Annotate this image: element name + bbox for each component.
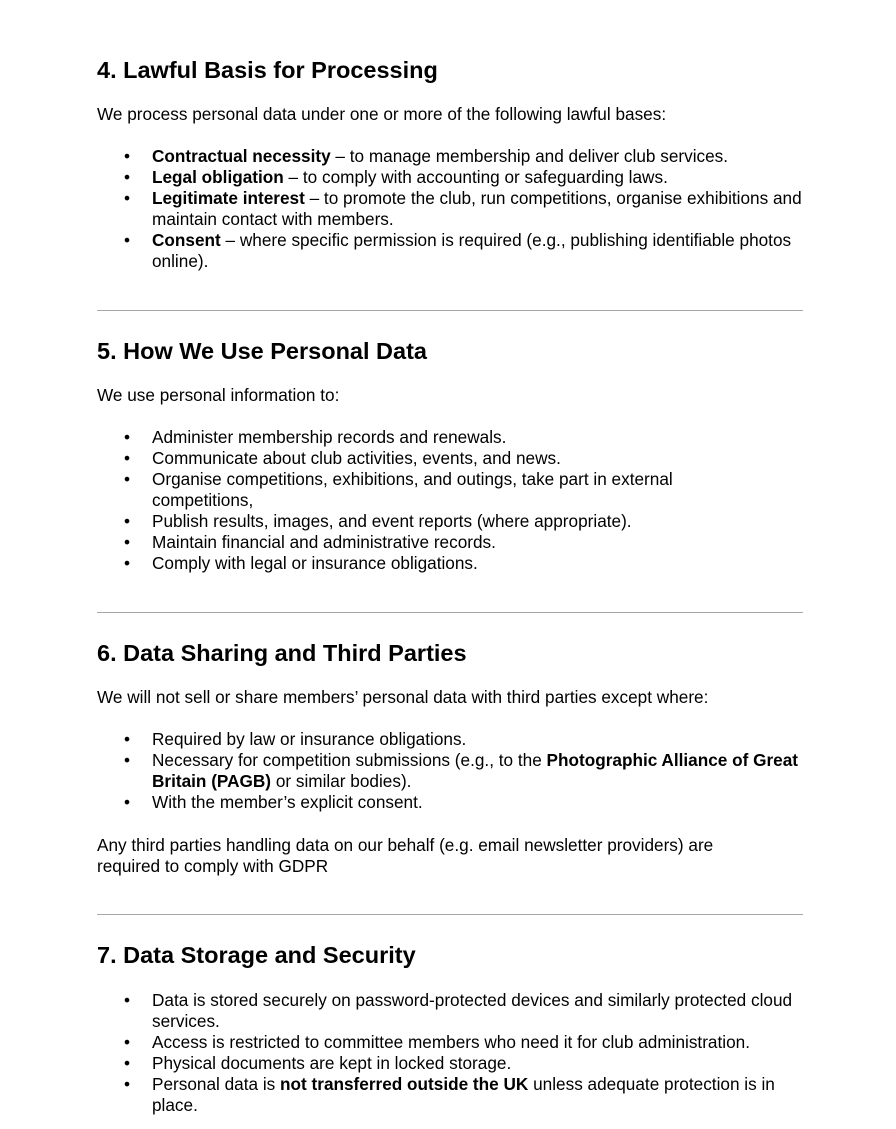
bullet-icon: •: [124, 167, 131, 187]
bullet-icon: •: [124, 146, 131, 166]
list-item: [97, 1053, 803, 1074]
list-item: [97, 792, 803, 813]
section-outro: Any third parties handling data on our behalf (e.g. email newsletter providers) are required to comply with GDPR: [97, 835, 714, 876]
item-text: Physical documents are kept in locked storage.: [152, 1053, 512, 1073]
item-text: Access is restricted to committee members who need it for club administration.: [152, 1032, 750, 1052]
item-text: – where specific permission is required (e.g., publishing identifiable photos online).: [152, 230, 792, 271]
item-text: Publish results, images, and event reports (where appropriate).: [152, 511, 632, 531]
list-item: [97, 188, 803, 230]
section-divider: [97, 310, 803, 311]
list-item: [97, 532, 803, 553]
bullet-icon: •: [124, 792, 131, 812]
item-term: Contractual necessity: [152, 146, 331, 166]
item-term: Legitimate interest: [152, 188, 305, 208]
list-item: [97, 729, 803, 750]
item-text: – to comply with accounting or safeguarding laws.: [283, 167, 668, 187]
item-term: not transferred outside the UK: [280, 1074, 529, 1094]
bullet-icon: •: [124, 1032, 131, 1052]
item-term: Photographic Alliance of Great Britain (PAGB): [152, 750, 799, 791]
bullet-icon: •: [124, 1074, 131, 1094]
list-item: [97, 553, 803, 574]
section-heading: 6. Data Sharing and Third Parties: [97, 640, 467, 666]
item-text: With the member’s explicit consent.: [152, 792, 423, 812]
item-text: Data is stored securely on password-protected devices and similarly protected cloud services.: [152, 990, 793, 1031]
section-use-of-data: [97, 337, 803, 574]
section-divider: [97, 612, 803, 613]
bullet-icon: •: [124, 230, 131, 250]
list-item: [97, 448, 803, 469]
item-text: Required by law or insurance obligations.: [152, 729, 467, 749]
item-text: – to promote the club, run competitions, organise exhibitions and maintain contact with members.: [152, 188, 802, 229]
bullet-list: [97, 427, 803, 574]
section-heading: 4. Lawful Basis for Processing: [97, 57, 438, 83]
item-text: – to manage membership and deliver club services.: [330, 146, 729, 166]
item-text: Comply with legal or insurance obligations.: [152, 553, 478, 573]
list-item: [97, 230, 803, 272]
list-item: [97, 167, 803, 188]
bullet-icon: •: [124, 1053, 131, 1073]
section-divider: [97, 914, 803, 915]
item-text: unless adequate protection is in place.: [152, 1074, 775, 1115]
item-term: Consent: [152, 230, 221, 250]
list-item: [97, 1074, 803, 1116]
list-item: [97, 427, 803, 448]
bullet-icon: •: [124, 990, 131, 1010]
list-item: [97, 469, 803, 511]
list-item: [97, 511, 803, 532]
item-text: Personal data is: [152, 1074, 281, 1094]
item-text: Organise competitions, exhibitions, and outings, take part in external competitions,: [152, 469, 673, 510]
list-item: [97, 750, 803, 792]
bullet-icon: •: [124, 750, 131, 770]
item-text: Necessary for competition submissions (e.g., to the: [152, 750, 547, 770]
item-term: Legal obligation: [152, 167, 284, 187]
section-heading: 5. How We Use Personal Data: [97, 338, 427, 364]
bullet-list: [97, 990, 803, 1116]
list-item: [97, 1032, 803, 1053]
item-text: Communicate about club activities, events, and news.: [152, 448, 561, 468]
section-storage-security: [97, 941, 803, 1116]
bullet-icon: •: [124, 427, 131, 447]
list-item: [97, 990, 803, 1032]
item-text: Administer membership records and renewals.: [152, 427, 507, 447]
bullet-icon: •: [124, 511, 131, 531]
list-item: [97, 146, 803, 167]
section-intro: We will not sell or share members’ personal data with third parties except where:: [97, 687, 709, 707]
bullet-icon: •: [124, 553, 131, 573]
bullet-icon: •: [124, 729, 131, 749]
item-text: or similar bodies).: [271, 771, 412, 791]
section-data-sharing: [97, 639, 803, 877]
section-heading: 7. Data Storage and Security: [97, 942, 416, 968]
bullet-icon: •: [124, 469, 131, 489]
bullet-icon: •: [124, 532, 131, 552]
bullet-icon: •: [124, 188, 131, 208]
bullet-icon: •: [124, 448, 131, 468]
section-intro: We use personal information to:: [97, 385, 340, 405]
item-text: Maintain financial and administrative records.: [152, 532, 496, 552]
bullet-list: [97, 729, 803, 813]
bullet-list: [97, 146, 803, 272]
section-intro: We process personal data under one or more of the following lawful bases:: [97, 104, 667, 124]
section-lawful-basis: [97, 56, 803, 272]
